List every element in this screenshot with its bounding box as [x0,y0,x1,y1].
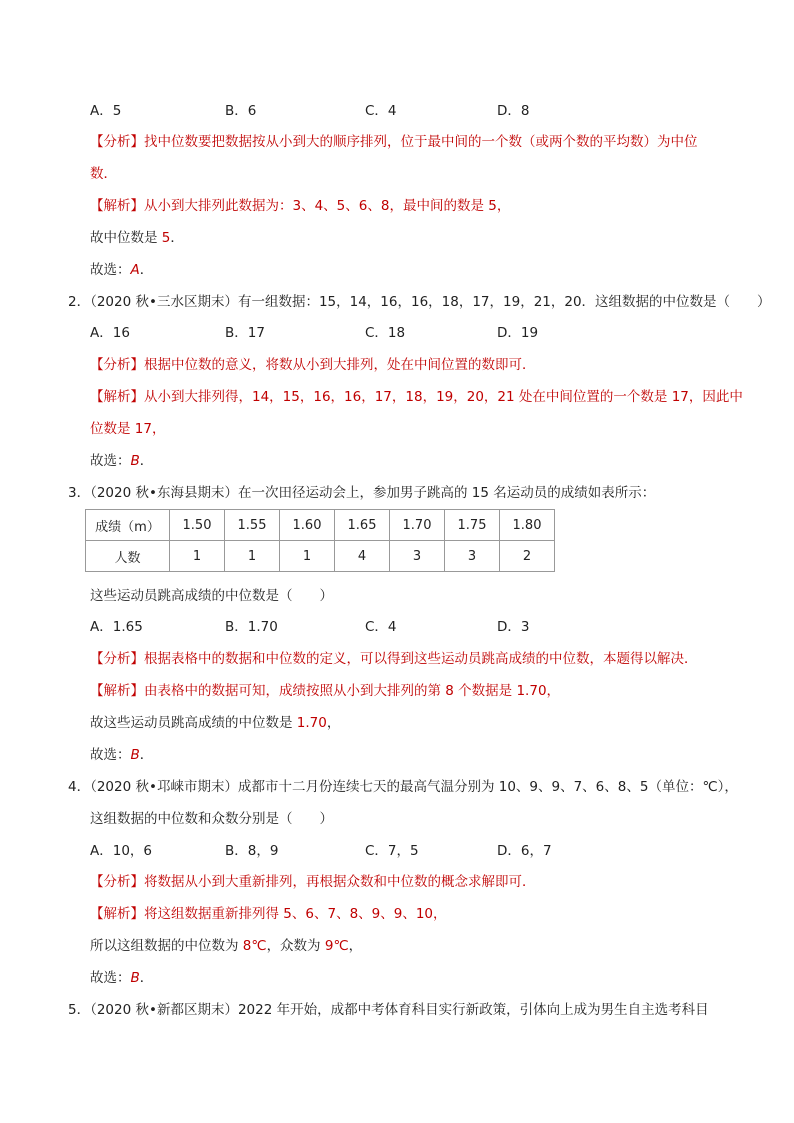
table-header-cell: 人数 [86,541,170,572]
q4-stem-cont: 这组数据的中位数和众数分别是（ ） [90,811,333,827]
table-cell: 1.60 [280,510,335,541]
table-cell: 1 [225,541,280,572]
table-cell: 3 [390,541,445,572]
table-cell: 1 [280,541,335,572]
q2-solution-cont: 位数是 17， [90,421,166,437]
q3-options [90,617,690,637]
q1-option-d: D．8 [497,103,530,119]
q3-conclusion: 故这些运动员跳高成绩的中位数是 1.70， [90,715,341,731]
q3-option-b: B．1.70 [225,619,278,635]
table-cell: 1.65 [335,510,390,541]
q3-question: 这些运动员跳高成绩的中位数是（ ） [90,588,333,604]
table-cell: 1.55 [225,510,280,541]
q3-option-d: D．3 [497,619,530,635]
q2-analysis: 【分析】根据中位数的意义，将数从小到大排列，处在中间位置的数即可． [90,357,536,373]
table-cell: 2 [500,541,555,572]
q3-option-c: C．4 [365,619,397,635]
q4-conclusion: 所以这组数据的中位数为 8℃，众数为 9℃， [90,938,363,954]
q2-option-d: D．19 [497,325,539,341]
analysis-tag: 【分析】 [90,357,144,373]
table-row [86,510,555,541]
table-cell: 1 [170,541,225,572]
q5-stem: 5．（2020 秋•新都区期末）2022 年开始，成都中考体育科目实行新政策，引体向上成为男生自主选考科目 [68,1002,709,1018]
q1-option-b: B．6 [225,103,257,119]
q3-option-a: A．1.65 [90,619,143,635]
q4-answer: 故选：B． [90,970,154,986]
table-cell: 3 [445,541,500,572]
score-table [85,509,555,572]
q3-solution: 【解析】由表格中的数据可知，成绩按照从小到大排列的第 8 个数据是 1.70， [90,683,561,699]
q3-analysis: 【分析】根据表格中的数据和中位数的定义，可以得到这些运动员跳高成绩的中位数，本题得以解决． [90,651,698,667]
table-cell: 1.50 [170,510,225,541]
solution-tag: 【解析】 [90,389,144,405]
q4-option-c: C．7，5 [365,843,419,859]
q2-option-b: B．17 [225,325,265,341]
q4-stem: 4．（2020 秋•邛崃市期末）成都市十二月份连续七天的最高气温分别为 10、9、9、7、6、8、5（单位：℃）， [68,779,738,795]
table-header-cell: 成绩（m） [86,510,170,541]
q2-option-c: C．18 [365,325,406,341]
solution-tag: 【解析】 [90,683,144,699]
q2-solution: 【解析】从小到大排列得，14，15，16，16，17，18，19，20，21 处在中间位置的一个数是 17，因此中 [90,389,743,405]
solution-tag: 【解析】 [90,906,144,922]
solution-tag: 【解析】 [90,198,144,214]
q4-analysis: 【分析】将数据从小到大重新排列，再根据众数和中位数的概念求解即可． [90,874,536,890]
q1-solution: 【解析】从小到大排列此数据为：3、4、5、6、8，最中间的数是 5， [90,198,511,214]
q4-option-a: A．10，6 [90,843,153,859]
q1-analysis-cont: 数． [90,166,117,182]
q3-stem: 3．（2020 秋•东海县期末）在一次田径运动会上，参加男子跳高的 15 名运动员的成绩如表所示： [68,485,656,501]
q2-stem: 2．（2020 秋•三水区期末）有一组数据：15，14，16，16，18，17，19，21，20．这组数据的中位数是（ ） [68,294,771,310]
q1-conclusion: 故中位数是 5． [90,230,184,246]
table-cell: 4 [335,541,390,572]
analysis-tag: 【分析】 [90,874,144,890]
q2-options [90,323,690,343]
q4-option-d: D．6，7 [497,843,552,859]
table-row [86,541,555,572]
table-cell: 1.80 [500,510,555,541]
analysis-tag: 【分析】 [90,134,144,150]
q1-option-c: C．4 [365,103,397,119]
q3-answer: 故选：B． [90,747,154,763]
q4-solution: 【解析】将这组数据重新排列得 5、6、7、8、9、9、10， [90,906,447,922]
q1-answer: 故选：A． [90,262,154,278]
q2-answer: 故选：B． [90,453,154,469]
table-cell: 1.75 [445,510,500,541]
q4-options [90,841,690,861]
q2-option-a: A．16 [90,325,130,341]
q1-analysis: 【分析】找中位数要把数据按从小到大的顺序排列，位于最中间的一个数（或两个数的平均数）为中位 [90,134,698,150]
q4-option-b: B．8，9 [225,843,279,859]
table-cell: 1.70 [390,510,445,541]
q1-options [90,101,690,121]
q1-option-a: A．5 [90,103,122,119]
analysis-tag: 【分析】 [90,651,144,667]
